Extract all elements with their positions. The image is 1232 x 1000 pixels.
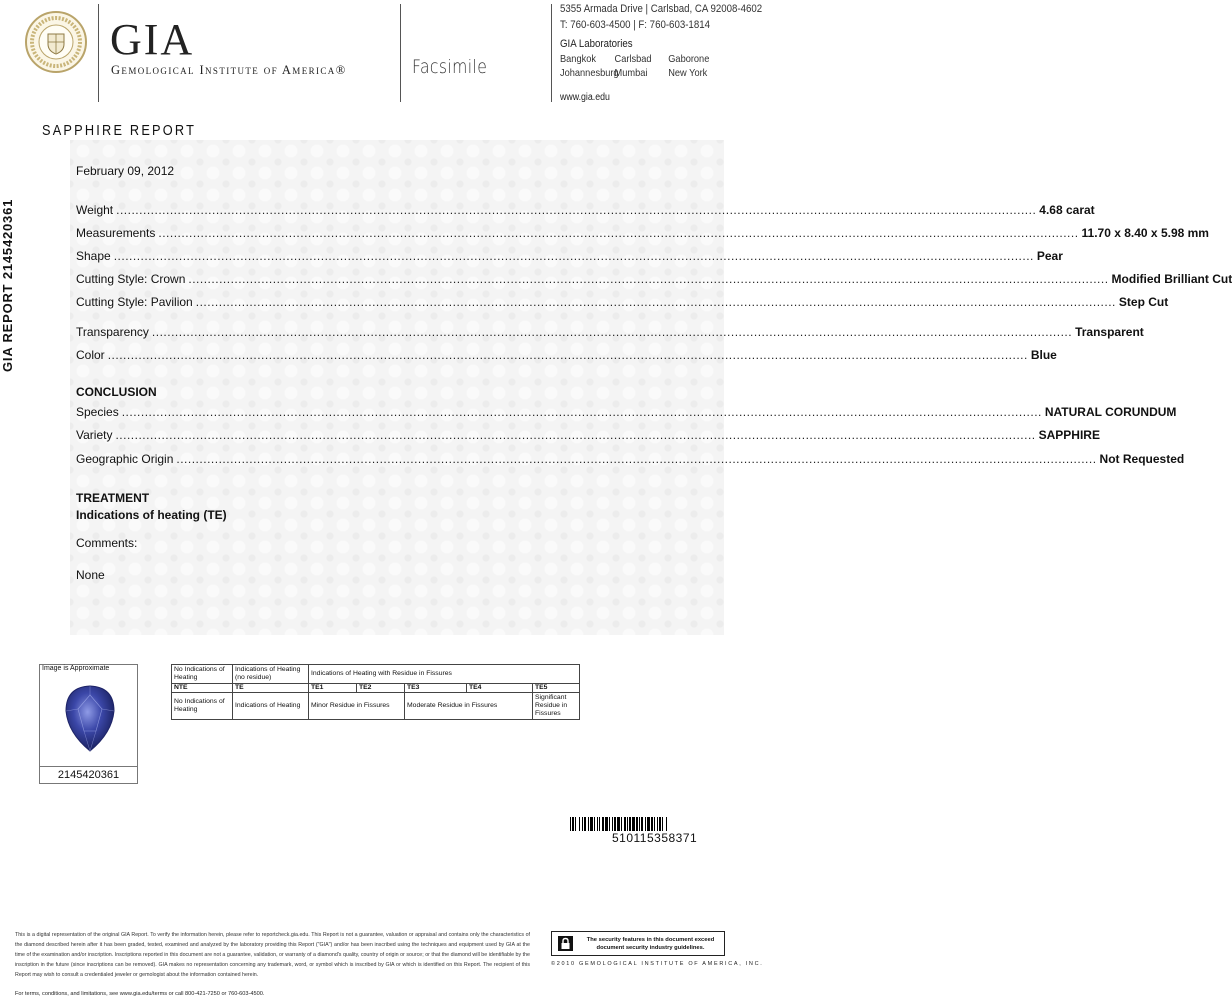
table-cell: No Indications of Heating [172, 693, 233, 720]
report-title: SAPPHIRE REPORT [42, 122, 197, 139]
field-value: Transparent [1075, 325, 1144, 339]
terms-text: For terms, conditions, and limitations, see www.gia.edu/terms or call 800-421-7250 or 760-603-4500. [15, 991, 265, 997]
header-divider [400, 4, 401, 102]
website-link[interactable]: www.gia.edu [560, 92, 610, 103]
table-cell: TE3 [405, 684, 467, 693]
field-variety [76, 428, 1100, 444]
report-date: February 09, 2012 [76, 164, 175, 178]
field-label: Variety [76, 428, 113, 442]
phone-fax: T: 760-603-4500 | F: 760-603-1814 [560, 19, 710, 31]
table-cell: Significant Residue in Fissures [533, 693, 580, 720]
table-cell: Indications of Heating [233, 693, 309, 720]
field-shape [76, 249, 1063, 265]
image-report-number: 2145420361 [57, 769, 120, 781]
disclaimer-text: This is a digital representation of the original GIA Report. To verify the information herein, please refer to reportcheck.gia.edu. This Report is not a guarantee, valuation or appraisal and contains only the characteristics of the diamond described herein after it has been graded, tested, examined and analyzed by the laboratory providing this Report ("GIA") and/or has been inscribed using the techniques and equipment used by GIA at the time of the examination and/or inscription. Inscriptions reported in this document are not a guarantee, validation, or warranty of a diamond's quality, country of origin or source; or that the diamond will be identifiable by the inscription in the future (since inscriptions can be removed). GIA makes no representation concerning any trademark, word, or symbol which is inscribed by GIA or which is identified on this Report. The recipient of this Report may wish to consult a credentialed jeweler or gemologist about the information contained herein. [15, 932, 530, 978]
conclusion-heading: CONCLUSION [76, 385, 157, 399]
field-color [76, 348, 1057, 364]
field-label: Color [76, 348, 105, 362]
brand-subtitle: Gemological Institute of America® [111, 63, 347, 77]
brand-logo: GIA [110, 15, 195, 64]
header-divider [98, 4, 99, 102]
field-label: Weight [76, 203, 114, 217]
gia-seal-logo [24, 10, 88, 74]
lab-location: Bangkok [560, 53, 596, 65]
treatment-legend-table [171, 664, 580, 720]
table-cell: TE1 [309, 684, 357, 693]
lock-icon [558, 936, 573, 951]
comments-label: Comments: [76, 536, 138, 550]
field-label: Transparency [76, 325, 149, 339]
field-pavilion [76, 295, 1169, 311]
table-cell: TE4 [467, 684, 533, 693]
field-value: Blue [1030, 348, 1057, 362]
field-label: Shape [76, 249, 111, 263]
field-weight [76, 203, 1095, 219]
lab-location: Carlsbad [614, 53, 652, 65]
field-value: SAPPHIRE [1038, 428, 1100, 442]
address: 5355 Armada Drive | Carlsbad, CA 92008-4602 [560, 3, 763, 15]
table-cell: NTE [172, 684, 233, 693]
field-value: NATURAL CORUNDUM [1044, 405, 1177, 419]
pear-sapphire-image [62, 683, 118, 753]
field-label: Geographic Origin [76, 452, 174, 466]
labs-title: GIA Laboratories [560, 38, 633, 50]
image-caption: Image is Approximate [42, 665, 110, 672]
field-measurements [76, 226, 1209, 242]
field-value: 11.70 x 8.40 x 5.98 mm [1081, 226, 1209, 240]
lab-location: Johannesburg [560, 67, 619, 79]
field-value: Step Cut [1118, 295, 1169, 309]
treatment-heading: TREATMENT [76, 491, 150, 505]
security-text: The security features in this document exceed document security industry guidelines. [586, 937, 715, 951]
lab-location: Gaborone [668, 53, 710, 65]
copyright: ©2010 GEMOLOGICAL INSTITUTE OF AMERICA, INC. [551, 961, 764, 967]
field-label: Measurements [76, 226, 156, 240]
table-cell: Indications of Heating with Residue in Fissures [309, 665, 580, 684]
field-origin [76, 452, 1185, 468]
lab-location: New York [668, 67, 708, 79]
table-cell: Minor Residue in Fissures [309, 693, 405, 720]
table-cell: TE [233, 684, 309, 693]
table-cell: TE2 [357, 684, 405, 693]
document-type: Facsimile [412, 56, 488, 78]
field-species [76, 405, 1177, 421]
field-label: Species [76, 405, 119, 419]
security-notice [551, 931, 725, 956]
table-cell: TE5 [533, 684, 580, 693]
gem-image-panel [39, 664, 138, 784]
field-value: Not Requested [1099, 452, 1185, 466]
table-cell: Moderate Residue in Fissures [405, 693, 533, 720]
barcode-number: 510115358371 [612, 831, 698, 845]
lab-location: Mumbai [614, 67, 648, 79]
treatment-value: Indications of heating (TE) [76, 508, 227, 522]
field-value: 4.68 carat [1039, 203, 1095, 217]
divider [40, 766, 137, 767]
field-crown [76, 272, 1232, 288]
labs-list [560, 53, 721, 79]
table-cell: Indications of Heating (no residue) [233, 665, 309, 684]
report-number-side-label: GIA REPORT 2145420361 [0, 198, 15, 372]
field-value: Pear [1036, 249, 1063, 263]
field-label: Cutting Style: Pavilion [76, 295, 193, 309]
header-divider [551, 4, 552, 102]
field-label: Cutting Style: Crown [76, 272, 186, 286]
comments-value: None [76, 568, 105, 582]
barcode [570, 817, 719, 831]
table-cell: No Indications of Heating [172, 665, 233, 684]
field-value: Modified Brilliant Cut [1111, 272, 1232, 286]
field-transparency [76, 325, 1144, 341]
